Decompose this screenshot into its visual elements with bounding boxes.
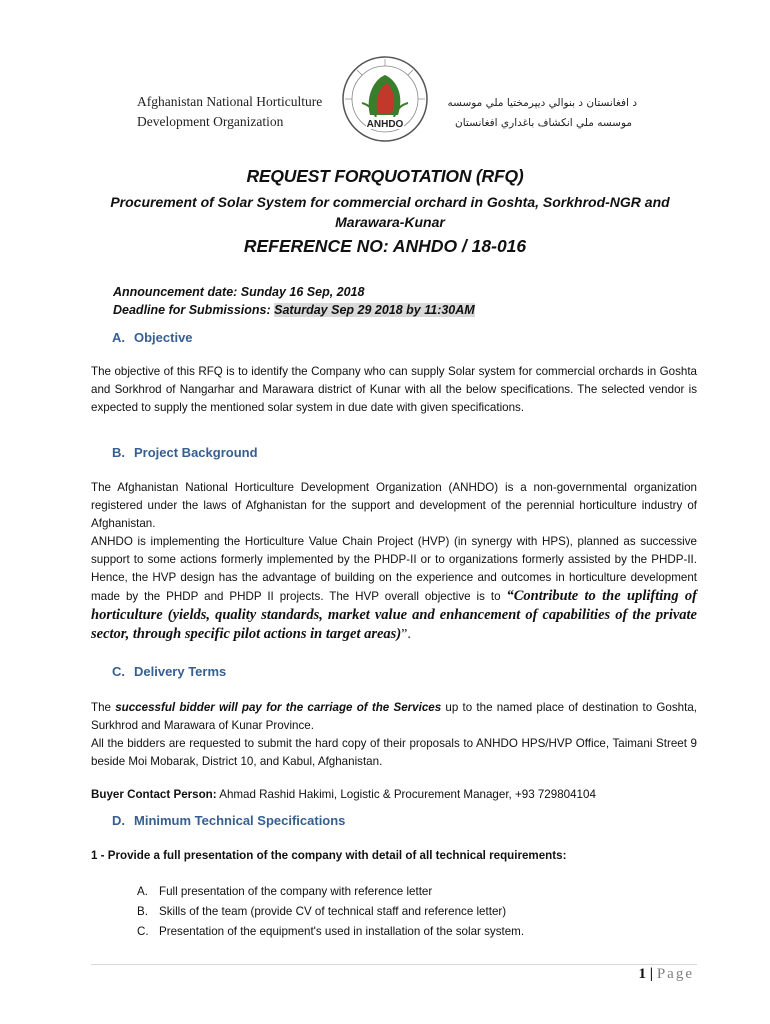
deadline-value: Saturday Sep 29 2018 by 11:30AM: [274, 303, 475, 317]
announcement-date: Announcement date: Sunday 16 Sep, 2018: [113, 285, 365, 299]
section-heading-delivery-terms: [112, 664, 226, 679]
quote-end: ”.: [401, 627, 411, 642]
section-title: Minimum Technical Specifications: [134, 813, 346, 828]
list-item: [137, 922, 524, 942]
section-letter: C.: [112, 664, 125, 679]
list-item-letter: C.: [137, 925, 149, 938]
delivery-text-pre: The: [91, 701, 116, 714]
org-name-line-1: Afghanistan National Horticulture: [137, 94, 323, 109]
objective-text: The objective of this RFQ is to identify the Company who can supply Solar system for commercial orchards in Goshta and Sorkhrod of Nangarhar and Marawara district of Kunar with all the below specifications. The selected vendor is expected to supply the mentioned solar system in due date with given specifications.: [91, 365, 697, 414]
background-paragraph-2-text: ANHDO is implementing the Horticulture Value Chain Project (HVP) (in synergy with HPS), planned as successive support to some actions formerly implemented by the PHDP-II or to organizations formerly assisted by the PHDP-II. Hence, the HVP design has the advantage of building on the experience and outcomes in horticulture development made by the PHDP and PHDP II projects. The HVP overall objective is to: [91, 535, 697, 603]
hvp-objective-quote: “Contribute to the uplifting of horticulture (yields, quality standards, market value and enhancement of capabilities of the private sector, through specific pilot actions in target areas): [91, 588, 697, 642]
page-separator: |: [649, 966, 654, 982]
logo-text: ANHDO: [366, 119, 404, 130]
procurement-subtitle: Procurement of Solar System for commercial orchard in Goshta, Sorkhrod-NGR and Marawara-Kunar: [110, 194, 670, 230]
list-item-letter: B.: [137, 905, 148, 918]
org-name-local-line-2: موسسه ملي انكشاف باغداري افغانستان: [455, 117, 633, 129]
background-paragraph-2: [91, 533, 697, 644]
org-name-local: [447, 93, 637, 133]
org-name-line-2: Development Organization: [137, 114, 284, 129]
org-name-english: [137, 92, 322, 132]
org-name-local-line-1: د افغانستان د بنوالي ديپرمختيا ملي موسسه: [447, 97, 637, 109]
section-heading-project-background: [112, 445, 258, 460]
section-heading-objective: [112, 330, 193, 345]
section-title: Objective: [134, 330, 193, 345]
list-item: [137, 902, 524, 922]
requirements-heading: 1 - Provide a full presentation of the company with detail of all technical requirements:: [91, 849, 567, 862]
page-number: [639, 966, 694, 983]
buyer-contact-value: Ahmad Rashid Hakimi, Logistic & Procurement Manager, +93 729804104: [216, 788, 596, 801]
rfq-title: REQUEST FORQUOTATION (RFQ): [246, 166, 524, 186]
delivery-text-emphasis: successful bidder will pay for the carriage of the Services: [115, 701, 442, 714]
delivery-text-post: up to the named place of destination to Goshta, Surkhrod and Marawara of Kunar Province.: [91, 701, 698, 732]
anhdo-logo: [340, 55, 430, 147]
requirements-list: [137, 882, 524, 942]
list-item: [137, 882, 524, 902]
list-item-text: Full presentation of the company with reference letter: [159, 885, 433, 898]
background-paragraph-1: The Afghanistan National Horticulture Development Organization (ANHDO) is a non-governmental organization registered under the laws of Afghanistan for the support and development of the perennial horticulture industry of Afghanistan.: [91, 481, 697, 530]
list-item-text: Skills of the team (provide CV of technical staff and reference letter): [159, 905, 507, 918]
buyer-contact-label: Buyer Contact Person:: [91, 788, 217, 801]
reference-number: REFERENCE NO: ANHDO / 18-016: [243, 236, 527, 256]
section-letter: D.: [112, 813, 125, 828]
list-item-text: Presentation of the equipment's used in installation of the solar system.: [159, 925, 525, 938]
page-word: Page: [656, 966, 694, 982]
section-title: Delivery Terms: [134, 664, 227, 679]
page-number-value: 1: [638, 966, 647, 982]
delivery-paragraph-2: All the bidders are requested to submit the hard copy of their proposals to ANHDO HPS/HVP Office, Taimani Street 9 beside Moi Mobarak, District 10, and Kabul, Afghanistan.: [91, 737, 697, 768]
submission-deadline: [113, 303, 475, 317]
section-heading-technical-specs: [112, 813, 345, 828]
delivery-paragraph-1: [91, 699, 697, 735]
buyer-contact: [91, 788, 596, 801]
section-letter: A.: [112, 330, 125, 345]
list-item-letter: A.: [137, 885, 148, 898]
footer-divider: [91, 964, 697, 965]
section-title: Project Background: [134, 445, 258, 460]
deadline-label: Deadline for Submissions:: [113, 303, 275, 317]
section-letter: B.: [112, 445, 125, 460]
